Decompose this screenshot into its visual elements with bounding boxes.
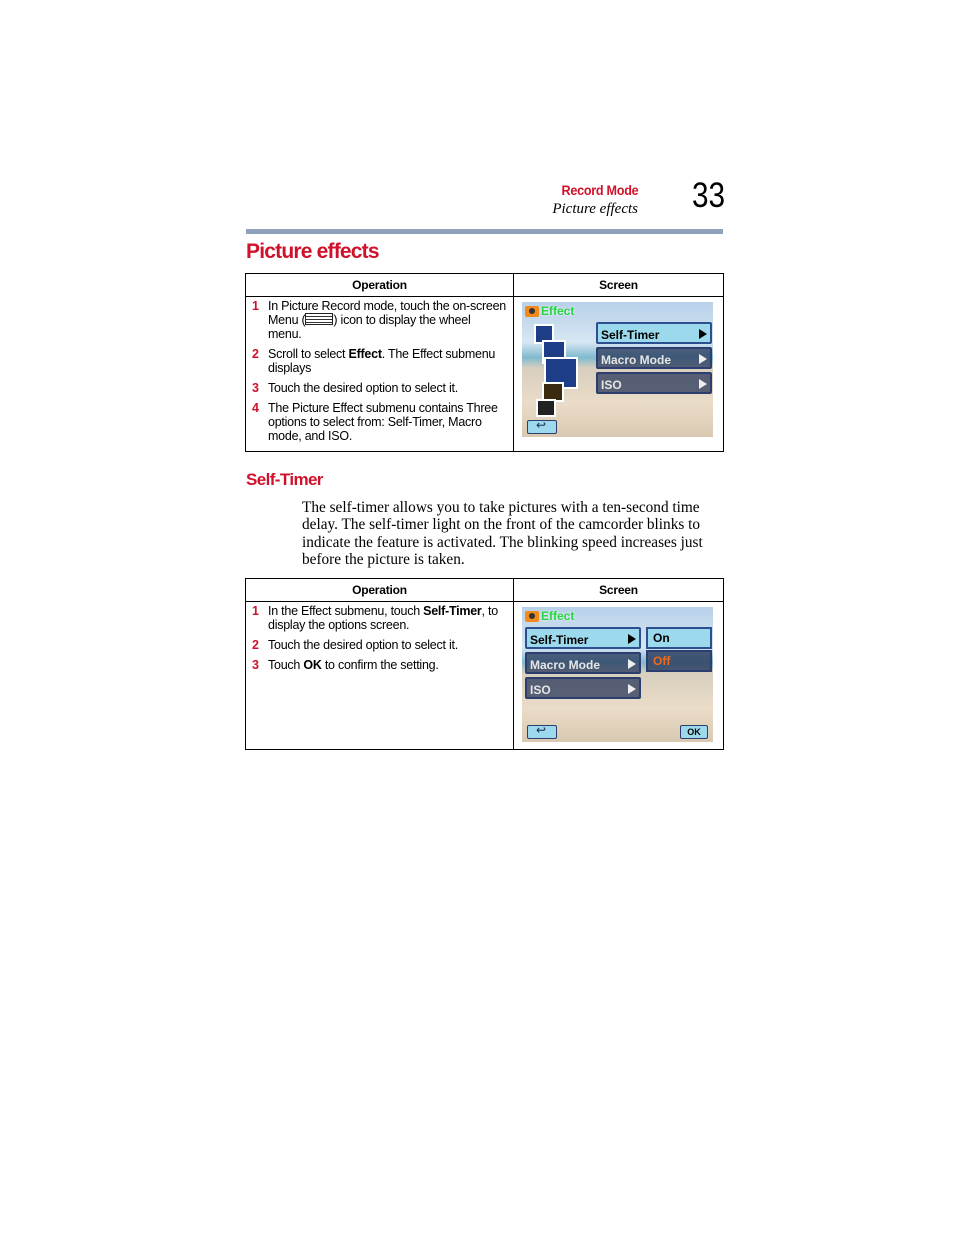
running-header-section: Record Mode [561,182,638,198]
step-item: 2 Scroll to select Effect. The Effect submenu displays [252,347,496,375]
option-on[interactable]: On [646,627,712,649]
step-item: 1 In Picture Record mode, touch the on-screen Menu ( ) icon to display the wheel menu. [252,299,506,341]
section-title-picture-effects: Picture effects [246,240,379,263]
col-header-screen: Screen [514,579,724,602]
arrow-right-icon [628,659,636,669]
arrow-right-icon [699,329,707,339]
wb-icon [536,399,556,417]
camera-icon [525,306,539,317]
step-item: 3 Touch the desired option to select it. [252,381,458,395]
step-item: 1 In the Effect submenu, touch Self-Timer, to display the options screen. [252,604,498,632]
screen-title: Effect [541,304,575,318]
self-timer-table [245,578,724,750]
menu-item-self-timer[interactable]: Self-Timer [596,322,712,344]
step-list [246,602,513,672]
arrow-right-icon [628,684,636,694]
col-header-operation: Operation [246,579,514,602]
back-button[interactable] [527,725,557,739]
menu-item-macro-mode[interactable]: Macro Mode [596,347,712,369]
header-rule [246,229,723,234]
ok-button[interactable]: OK [680,725,708,739]
section-title-self-timer: Self-Timer [246,470,323,489]
col-header-operation: Operation [246,274,514,297]
menu-item-iso[interactable]: ISO [525,677,641,699]
self-timer-options-screenshot [522,607,713,742]
arrow-right-icon [699,379,707,389]
screen-title: Effect [541,609,575,623]
menu-item-iso[interactable]: ISO [596,372,712,394]
running-header-subsection: Picture effects [552,201,638,217]
page-number: 33 [692,176,726,215]
camera-icon [525,611,539,622]
step-item: 2 Touch the desired option to select it. [252,638,458,652]
step-item: 3 Touch OK to confirm the setting. [252,658,439,672]
menu-icon [305,313,333,325]
menu-item-self-timer[interactable]: Self-Timer [525,627,641,649]
arrow-right-icon [699,354,707,364]
back-button[interactable] [527,420,557,434]
col-header-screen: Screen [514,274,724,297]
option-off[interactable]: Off [646,650,712,672]
arrow-right-icon [628,634,636,644]
effect-submenu-screenshot [522,302,713,437]
menu-item-macro-mode[interactable]: Macro Mode [525,652,641,674]
self-timer-description: The self-timer allows you to take pictures with a ten-second time delay. The self-timer light on the front of the camcorder blinks to indicate the feature is activated. The blinking speed increases just before the picture is taken. [302,499,703,569]
step-item: 4 The Picture Effect submenu contains Three options to select from: Self-Timer, Macro mode, and ISO. [252,401,498,443]
picture-effects-table [245,273,724,452]
step-list [246,297,513,443]
